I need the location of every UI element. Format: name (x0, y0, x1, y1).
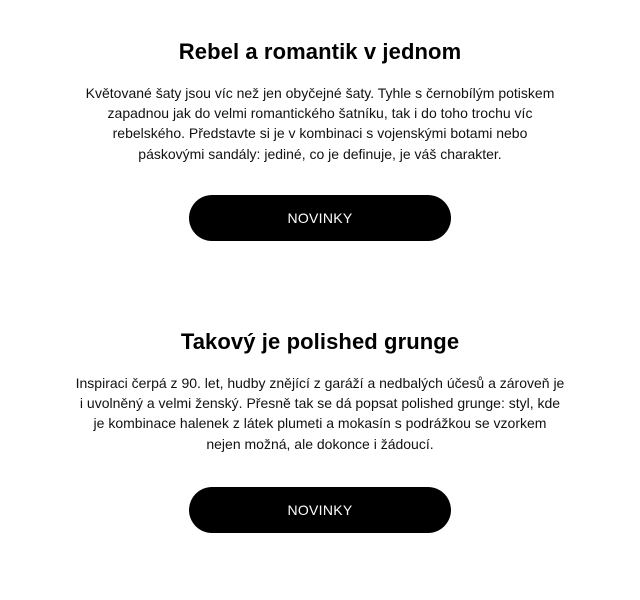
novinky-button[interactable]: NOVINKY (189, 195, 451, 241)
novinky-button[interactable]: NOVINKY (189, 487, 451, 533)
section-body-text: Inspiraci čerpá z 90. let, hudby znějící z garáží a nedbalých účesů a zároveň je i uvolněný a velmi ženský. Přesně tak se dá popsat polished grunge: styl, kde je kombinace halenek z látek plumeti a mokasín s podrážkou se vzorkem nejen možná, ale dokonce i žádoucí. (75, 375, 565, 452)
article-section-rebel (0, 38, 640, 241)
section-heading: Rebel a romantik v jednom (178, 39, 462, 64)
section-heading: Takový je polished grunge (180, 329, 460, 354)
section-body-text: Květované šaty jsou víc než jen obyčejné šaty. Tyhle s černobílým potiskem zapadnou jak do velmi romantického šatníku, tak i do toho trochu víc rebelského. Představte si je v kombinaci s vojenskými botami nebo páskovými sandály: jediné, co je definuje, je váš charakter. (85, 85, 555, 162)
article-section-grunge (0, 328, 640, 533)
